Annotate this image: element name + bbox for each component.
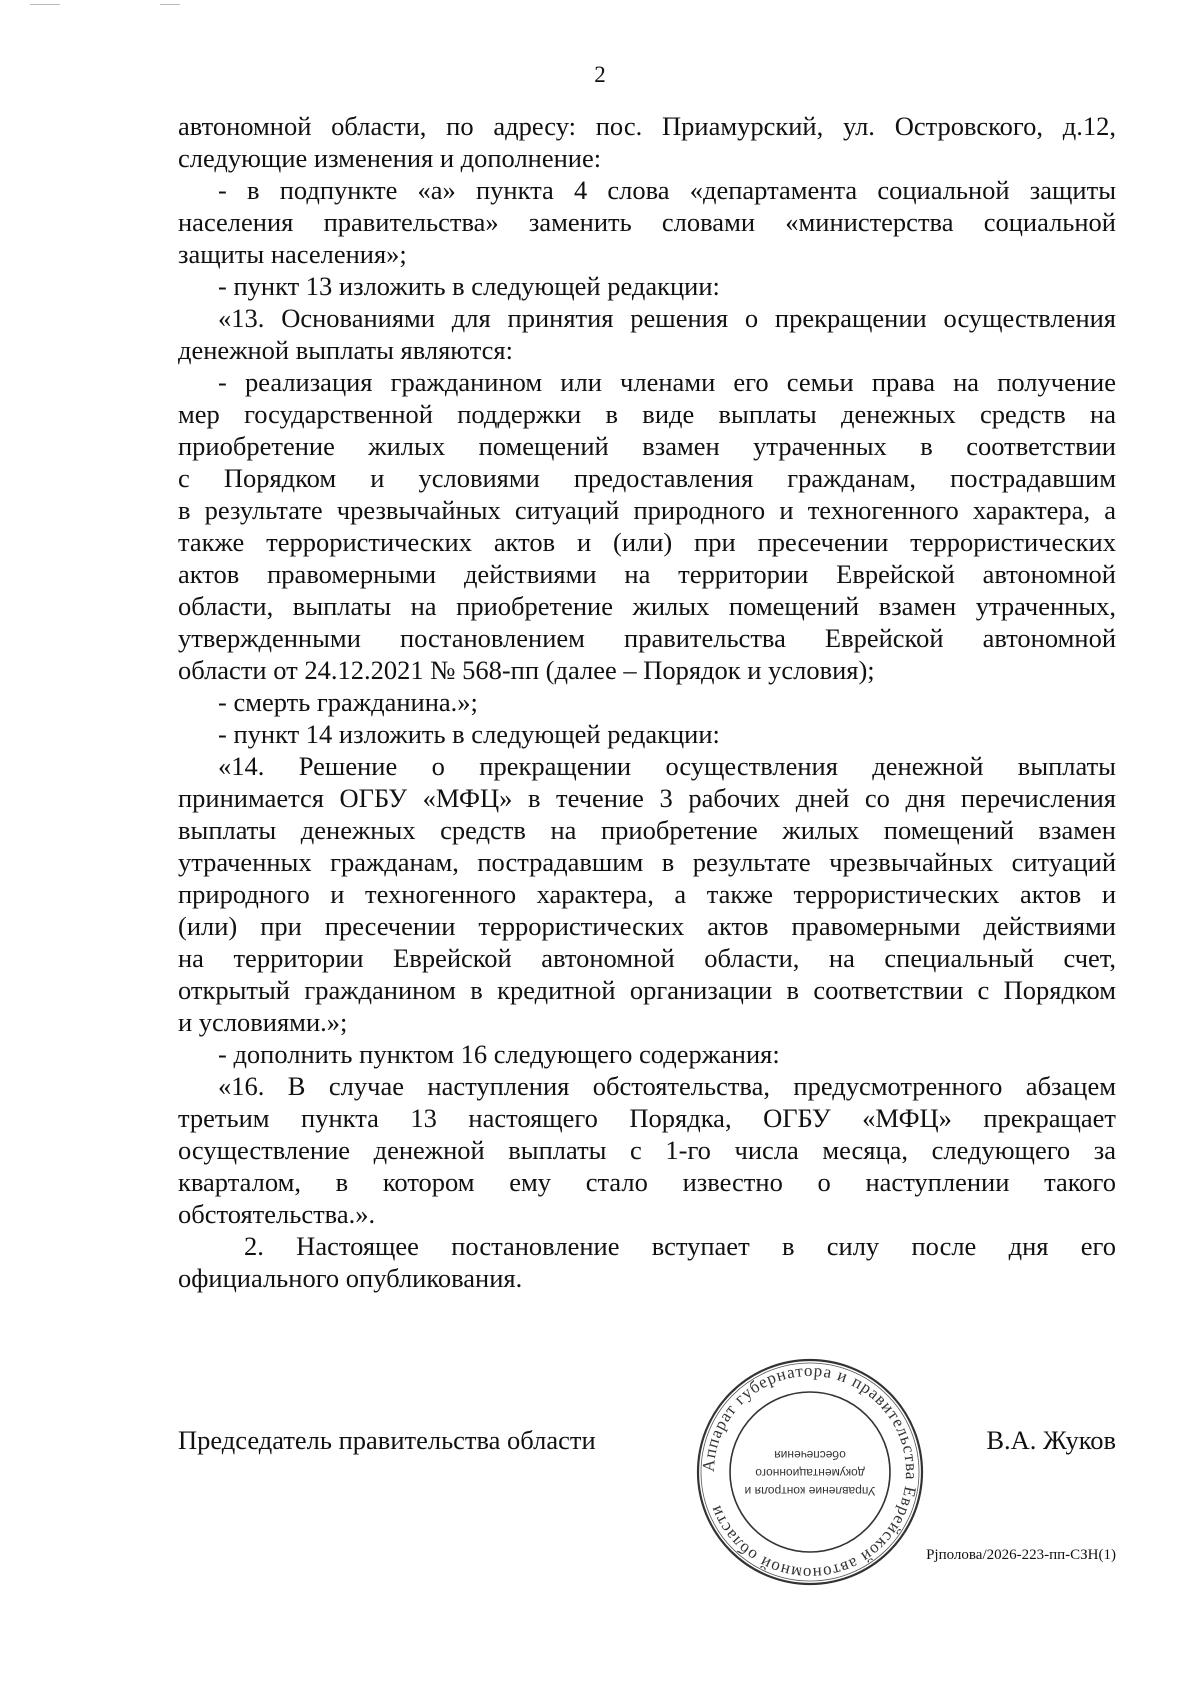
scan-artifact bbox=[30, 4, 60, 5]
document-line: утвержденными постановлением правительства Еврейской автономной bbox=[178, 623, 1116, 653]
document-line: природного и техногенного характера, а также террористических актов и bbox=[178, 879, 1116, 909]
document-line: денежной выплаты являются: bbox=[178, 335, 513, 365]
signatory-title: Председатель правительства области bbox=[178, 1425, 596, 1455]
document-line: официального опубликования. bbox=[178, 1263, 523, 1293]
document-line: 2. Настоящее постановление вступает в силу после дня его bbox=[244, 1231, 1116, 1261]
document-line: актов правомерными действиями на территории Еврейской автономной bbox=[178, 559, 1116, 589]
official-seal bbox=[695, 1357, 925, 1587]
svg-text:Аппарат губернатора и правител: Аппарат губернатора и правительства Еврейской автономной области bbox=[698, 1360, 922, 1584]
document-line: мер государственной поддержки в виде выплаты денежных средств на bbox=[178, 399, 1116, 429]
signatory-name: В.А. Жуков bbox=[986, 1425, 1116, 1455]
document-line: в результате чрезвычайных ситуаций природного и техногенного характера, а bbox=[178, 495, 1116, 525]
document-line: третьим пункта 13 настоящего Порядка, ОГБУ «МФЦ» прекращает bbox=[178, 1103, 1116, 1133]
document-line: осуществление денежной выплаты с 1-го числа месяца, следующего за bbox=[178, 1135, 1116, 1165]
document-line: «13. Основаниями для принятия решения о прекращении осуществления bbox=[218, 303, 1116, 333]
document-line: области, выплаты на приобретение жилых помещений взамен утраченных, bbox=[178, 591, 1116, 621]
document-line: также террористических актов и (или) при пресечении террористических bbox=[178, 527, 1116, 557]
document-line: (или) при пресечении террористических актов правомерными действиями bbox=[178, 911, 1116, 941]
document-line: «14. Решение о прекращении осуществления денежной выплаты bbox=[218, 751, 1116, 781]
document-line: - пункт 13 изложить в следующей редакции: bbox=[218, 271, 720, 301]
document-line: принимается ОГБУ «МФЦ» в течение 3 рабочих дней со дня перечисления bbox=[178, 783, 1116, 813]
document-line: области от 24.12.2021 № 568-пп (далее – Порядок и условия); bbox=[178, 655, 875, 685]
document-line: - пункт 14 изложить в следующей редакции: bbox=[218, 719, 720, 749]
document-line: приобретение жилых помещений взамен утраченных в соответствии bbox=[178, 431, 1116, 461]
document-line: - реализация гражданином или членами его семьи права на получение bbox=[218, 367, 1116, 397]
scan-artifact bbox=[160, 4, 180, 5]
document-line: защиты населения»; bbox=[178, 239, 407, 269]
document-line: обстоятельства.». bbox=[178, 1199, 376, 1229]
document-line: «16. В случае наступления обстоятельства, предусмотренного абзацем bbox=[218, 1071, 1116, 1101]
document-line: - дополнить пунктом 16 следующего содержания: bbox=[218, 1039, 780, 1069]
page-number: 2 bbox=[594, 62, 606, 87]
document-line: утраченных гражданам, пострадавшим в результате чрезвычайных ситуаций bbox=[178, 847, 1116, 877]
document-line: открытый гражданином в кредитной организации в соответствии с Порядком bbox=[178, 975, 1116, 1005]
seal-inner-line: обеспечения bbox=[774, 1448, 846, 1462]
seal-inner-line: документационного bbox=[755, 1466, 865, 1480]
document-body bbox=[178, 110, 1116, 1294]
document-line: населения правительства» заменить словами «министерства социальной bbox=[178, 207, 1116, 237]
document-line: с Порядком и условиями предоставления гражданам, пострадавшим bbox=[178, 463, 1116, 493]
document-line: и условиями.»; bbox=[178, 1007, 348, 1037]
document-line: кварталом, в котором ему стало известно о наступлении такого bbox=[178, 1167, 1116, 1197]
document-line: - смерть гражданина.»; bbox=[218, 687, 478, 717]
document-line: на территории Еврейской автономной области, на специальный счет, bbox=[178, 943, 1116, 973]
document-line: - в подпункте «а» пункта 4 слова «департамента социальной защиты bbox=[218, 175, 1116, 205]
document-line: следующие изменения и дополнение: bbox=[178, 143, 602, 173]
document-line: выплаты денежных средств на приобретение жилых помещений взамен bbox=[178, 815, 1116, 845]
document-code: Рjполова/2026-223-пп-СЗН(1) bbox=[926, 1547, 1116, 1563]
document-line: автономной области, по адресу: пос. Приамурский, ул. Островского, д.12, bbox=[178, 111, 1116, 141]
signature-block bbox=[178, 1425, 1116, 1465]
seal-inner-line: Управление контроля и bbox=[744, 1484, 876, 1498]
